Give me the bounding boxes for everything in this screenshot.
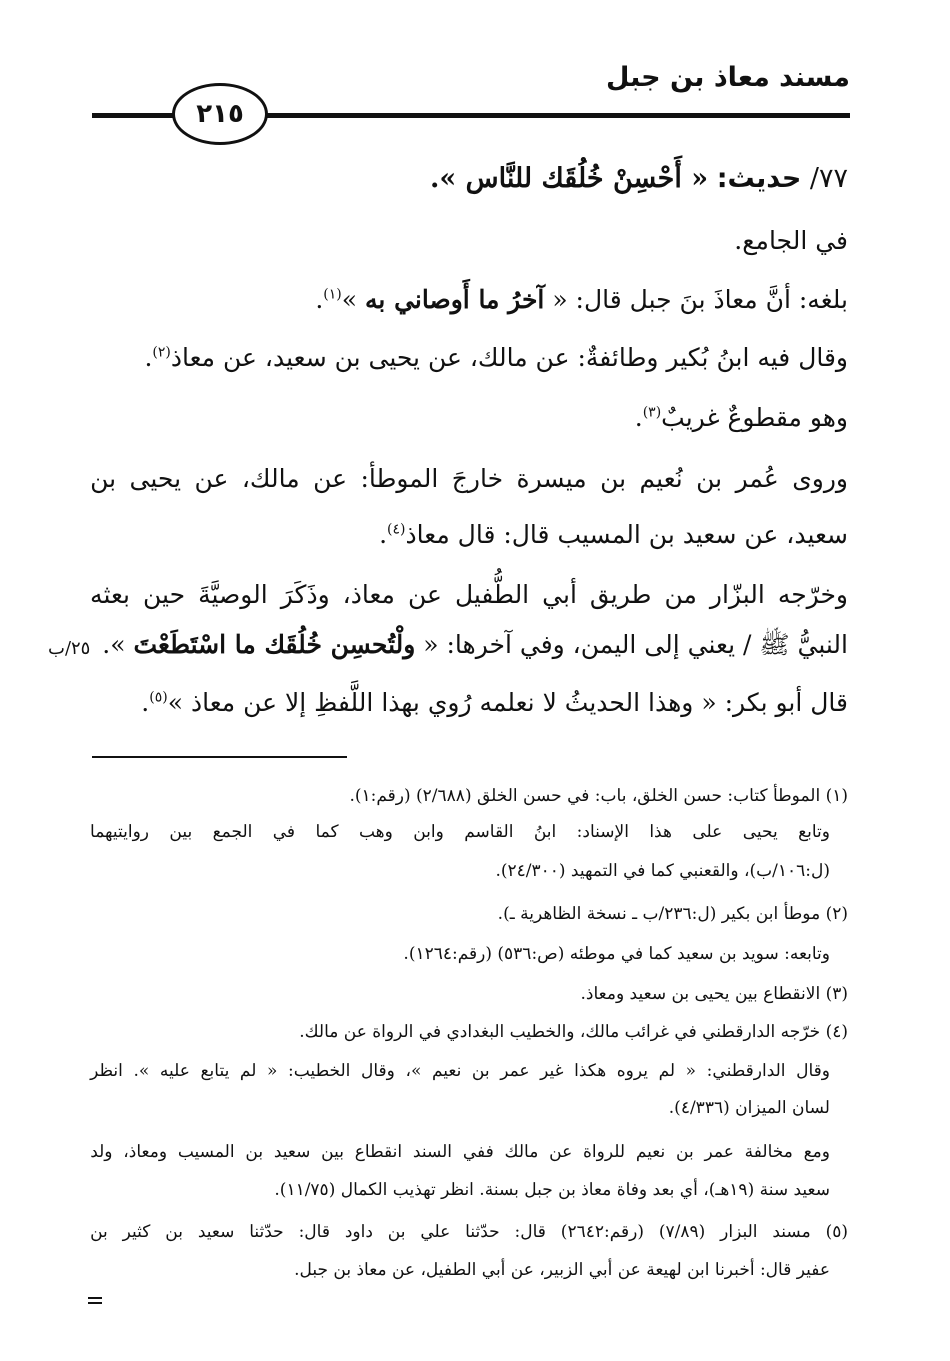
word: ولد (90, 1142, 113, 1162)
footnote-separator (92, 756, 347, 758)
word: وذَكَرَ (280, 580, 330, 609)
footnote-4-line-2 (90, 1061, 830, 1081)
word: في (272, 822, 296, 842)
word: كما (315, 822, 339, 842)
page-number-badge (172, 83, 268, 145)
word: ومعاذ، (123, 1142, 168, 1162)
p6-line-2-bold: ولْتُحسِن خُلُقَك ما اسْتَطَعْتَ (133, 630, 416, 659)
p7-text: قال أبو بكر: « وهذا الحديثُ لا نعلمه رُوي بهذا اللَّفظِ إلا عن معاذ » (167, 688, 848, 717)
footnote-ref-3: (٣) (642, 404, 662, 421)
hadith-text: « أَحْسِنْ خُلُقَك للنَّاس ». (429, 163, 709, 194)
paragraph-5-line-2 (379, 520, 848, 550)
footnote-5-line-1 (90, 1222, 848, 1242)
word: يروه (616, 1061, 648, 1081)
word: على (692, 822, 723, 842)
word: انظر (90, 1061, 123, 1081)
word: (٧/٨٩) (658, 1222, 706, 1242)
word: بين (169, 822, 193, 842)
running-title: مسند معاذ بن جبل (606, 62, 850, 93)
word: بن (90, 1222, 108, 1242)
footnote-ref-5: (٥) (149, 689, 168, 706)
word: »، (405, 1061, 422, 1081)
word: سعيد (273, 1142, 311, 1162)
footnote-3: (٣) الانقطاع بين يحيى بن سعيد ومعاذ. (580, 984, 848, 1004)
word: للرواة (583, 1142, 626, 1162)
word: سعيد (197, 1222, 235, 1242)
hadith-number: ٧٧/ (809, 163, 848, 194)
word: طريق (589, 580, 652, 609)
word: بن (696, 464, 723, 493)
footnote-2-line-1: (٢) موطأ ابن بكير (ل:٢٣٦/ب ـ نسخة الظاهرية ـ). (497, 904, 848, 924)
word: خارجَ (451, 464, 504, 493)
word: وروى (792, 464, 848, 493)
paragraph-5-line-1 (90, 464, 848, 494)
word: الدارقطني: (706, 1061, 786, 1081)
p3-end: . (144, 343, 153, 372)
word: ومع (803, 1142, 830, 1162)
paragraph-7 (141, 688, 848, 718)
word: أبي (542, 580, 577, 609)
word: بن (600, 464, 627, 493)
word: مخالفة (744, 1142, 793, 1162)
word: وقال (360, 1061, 395, 1081)
word: ». (133, 1061, 150, 1081)
word: مالك (504, 1142, 539, 1162)
word: بن (245, 1142, 264, 1162)
p2-suffix: » (341, 285, 358, 314)
word: عمر (500, 1061, 530, 1081)
word: حدّثنا (465, 1222, 500, 1242)
word: القاسم (464, 822, 514, 842)
footnote-1-line-3: (ل:١٠٦/ب)، والقعنبي كما في التمهيد (٢٤/٣٠٠). (495, 861, 830, 881)
word: عن (549, 1142, 573, 1162)
paragraph-1: في الجامع. (734, 226, 848, 255)
word: ابنُ (533, 822, 557, 842)
word: مالك، (241, 464, 300, 493)
word: الخطيب: (288, 1061, 351, 1081)
word: ففي (462, 1142, 494, 1162)
paragraph-3 (144, 343, 848, 373)
word: البزّار (709, 580, 765, 609)
word: انقطاع (354, 1142, 403, 1162)
footnote-4-line-4 (90, 1142, 830, 1162)
p2-end: . (315, 285, 324, 314)
word: (رقم:٢٦٤٢) (560, 1222, 644, 1242)
word: الإسناد: (576, 822, 629, 842)
word: بين (321, 1142, 344, 1162)
word: « (267, 1061, 278, 1081)
p3-text: وقال فيه ابنُ بُكير وطائفةٌ: عن مالك، عن يحيى بن سعيد، عن معاذ (170, 343, 848, 372)
word: وخرّجه (777, 580, 848, 609)
word: كثير (122, 1222, 151, 1242)
word: عمر (704, 1142, 734, 1162)
p6-line-2-prefix: النبيُّ ﷺ / يعني إلى اليمن، وفي آخرها: « (423, 630, 848, 659)
word: وابن (413, 822, 444, 842)
p7-end: . (141, 688, 150, 717)
word: نعيم (431, 1061, 462, 1081)
word: عن (313, 464, 348, 493)
word: معاذ، (342, 580, 395, 609)
paragraph-6-line-1 (90, 580, 848, 610)
word: قال: (514, 1222, 546, 1242)
word: عليه (159, 1061, 190, 1081)
word: الموطأ: (360, 464, 439, 493)
word: لم (239, 1061, 257, 1081)
word: عُمر (735, 464, 779, 493)
p2-prefix: بلغه: أنَّ معاذَ بنَ جبل قال: « (552, 285, 848, 314)
paragraph-2 (315, 285, 848, 315)
word: بن (471, 1061, 490, 1081)
word: داود (344, 1222, 373, 1242)
footnote-4-line-3: لسان الميزان (٤/٣٣٦). (668, 1098, 830, 1118)
word: عن (407, 580, 442, 609)
word: مسند (772, 1222, 811, 1242)
p5-end: . (379, 520, 388, 549)
word: نعيم (635, 1142, 666, 1162)
manuscript-folio-note: ٢٥/ب (48, 638, 91, 659)
word: وقال (796, 1061, 830, 1081)
word: حين (143, 580, 186, 609)
word: حدّثنا (249, 1222, 284, 1242)
footnote-ref-2: (٢) (152, 344, 171, 361)
end-of-page-mark (88, 1297, 102, 1307)
word: بن (676, 1142, 694, 1162)
footnote-2-line-2: وتابعه: سويد بن سعيد كما في موطئه (ص:٥٣٦) (رقم:١٢٦٤). (403, 944, 830, 964)
hadith-label: حديث: (716, 163, 802, 194)
footnote-ref-4: (٤) (387, 521, 406, 538)
p6-line-2-suffix: ». (102, 630, 126, 659)
p4-text: وهو مقطوعٌ غريبٌ (661, 403, 848, 432)
word: الطُّفيل (454, 580, 530, 609)
page-number: ٢١٥ (196, 99, 244, 129)
p5-line-2-text: سعيد، عن سعيد بن المسيب قال: قال معاذ (405, 520, 848, 549)
word: يحيى (129, 464, 182, 493)
footnote-ref-1: (١) (323, 286, 342, 303)
word: بعثه (90, 580, 131, 609)
word: ميسرة (516, 464, 587, 493)
word: يتابع (200, 1061, 230, 1081)
word: وتابع (798, 822, 830, 842)
word: السند (412, 1142, 453, 1162)
p2-bold: آخرُ ما أَوصاني به (365, 285, 545, 314)
word: عن (194, 464, 229, 493)
footnote-1-line-2 (90, 822, 830, 842)
word: غير (540, 1061, 564, 1081)
footnote-1-line-1: (١) الموطأ كتاب: حسن الخلق، باب: في حسن الخلق (٢/٦٨٨) (رقم:١). (349, 786, 848, 806)
hadith-heading (430, 163, 848, 195)
word: بن (165, 1222, 183, 1242)
word: يحيى (742, 822, 778, 842)
word: هكذا (574, 1061, 607, 1081)
p4-end: . (634, 403, 643, 432)
word: البزار (720, 1222, 758, 1242)
word: وهب (358, 822, 393, 842)
paragraph-6-line-2 (102, 630, 848, 660)
footnote-4-line-1: (٤) خرّجه الدارقطني في غرائب مالك، والخطيب البغدادي في الرواة عن مالك. (299, 1022, 848, 1042)
footnote-5-line-2: عفير قال: أخبرنا ابن لهيعة عن أبي الزبير، عن أبي الطفيل، عن معاذ بن جبل. (294, 1260, 830, 1280)
word: من (664, 580, 697, 609)
word: الجمع (212, 822, 253, 842)
word: (٥) (825, 1222, 848, 1242)
word: بن (387, 1222, 406, 1242)
word: روايتيهما (90, 822, 150, 842)
word: نُعيم (639, 464, 683, 493)
paragraph-4 (635, 403, 848, 433)
footnote-4-line-5: سعيد سنة (١٩هـ)، أي بعد وفاة معاذ بن جبل بسنة. انظر تهذيب الكمال (١١/٧٥). (274, 1180, 830, 1200)
word: هذا (649, 822, 672, 842)
word: « (685, 1061, 697, 1081)
word: الوصيَّةَ (198, 580, 268, 609)
word: لم (658, 1061, 676, 1081)
word: علي (420, 1222, 451, 1242)
word: قال: (298, 1222, 330, 1242)
word: المسيب (177, 1142, 235, 1162)
word: بن (90, 464, 117, 493)
